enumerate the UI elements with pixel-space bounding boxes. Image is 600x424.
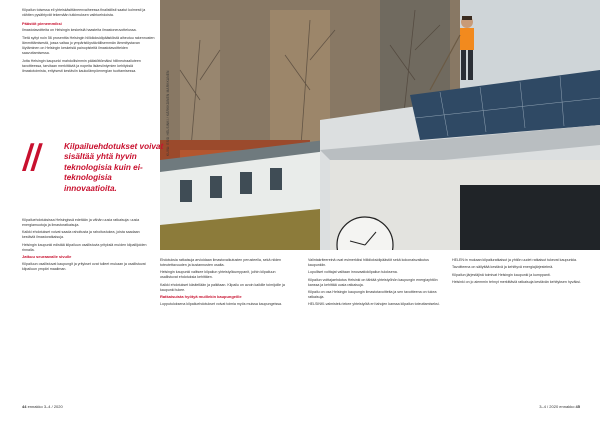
- section-heading: Päästöt pienemmiksi: [22, 21, 62, 26]
- issue-right: 3–4 / 2020: [539, 404, 559, 409]
- body-paragraph: Helsingin kaupunki edistää kilpailuun osallistuvia yrityksiä muiden kilpailijoiden rinnalla.: [22, 242, 147, 252]
- magazine-name-right: ennakko: [559, 404, 575, 409]
- article-column-1: [22, 218, 152, 275]
- body-paragraph: Valintakriteereinä ovat esimerkiksi hiilidioksidipäästöt sekä kokonaisvaikutus kaupunkiin.: [308, 258, 429, 267]
- photo-credit: KUVA: ESSI HELSINKI / KÄRKKÄINEN MARKKANEN: [166, 70, 170, 156]
- body-paragraph: Kilpailuun osallistuvat kaupungit ja yritykset ovat tulleet mukaan ja osallistuvat kilpailuun ympäri maailman.: [22, 262, 146, 272]
- article-column-2: [160, 258, 290, 310]
- intro-column: [22, 8, 156, 77]
- pull-quote-text: Kilpailuehdotukset voivat sisältää yhtä hyvin teknologisia kuin ei-teknologisia innovaatioita.: [64, 142, 164, 193]
- body-paragraph: Helsinki on jo aiemmin tehnyt merkittäviä ratkaisuja kestävän kehityksen hyväksi.: [452, 280, 581, 285]
- issue-left: 3–4 / 2020: [43, 404, 63, 409]
- body-paragraph: Lopputuloksena kilpailuehdotukset voivat toimia myös muissa kaupungeissa.: [160, 302, 283, 307]
- body-paragraph: HELSINKI-valmistelu tekee yhteistyötä eri tahojen kanssa kilpailun toteuttamiseksi.: [308, 302, 440, 307]
- body-paragraph: Kaikki ehdotukset käsitellään ja palkitaan. Kilpailu on avoin kaikille toimijoille ja kaupunki tukee.: [160, 282, 285, 292]
- footer-left: [22, 404, 63, 409]
- rooftop-solar-photo: [160, 0, 600, 250]
- quote-mark: //: [22, 137, 39, 177]
- body-paragraph: Kilpailun järjestäjinä toimivat Helsingin kaupunki ja kumppanit.: [452, 272, 551, 277]
- body-paragraph: Kilpailuehdotuksissa Helsingissä edetään ja vähän uusia ratkaisuja: uusia energiamuotoja ja ilmastoratkaisuja.: [22, 218, 140, 227]
- article-column-3: [308, 258, 442, 310]
- article-column-4: [452, 258, 582, 288]
- photo-illustration: [160, 0, 600, 250]
- body-paragraph: Jotta Helsingin kaupunki mahdollisimmin päästöttömäksi hiilineutraaliuteen tavoitteessa, tarvitaan merkittäviä ja nopeita lisäesiintymien kehityksiä ilmastotoimista, erityisesti kestäviin kaukolämpöenergian tuottamisessa.: [22, 59, 141, 73]
- page-number-right: 45: [575, 404, 580, 409]
- body-paragraph: Tietä syityt noin 56 prosenttia Helsingin hiilidioksidipäästöistä aiheutuu rakennusten lämmittämisestä, jossa valtaa jo ympäristöystävällisemmän lämmitystavan löytäminen on Helsingin keskeisiä painopisteitä ilmastotavoitteiden saavuttamisessa.: [22, 36, 155, 55]
- section-heading: Ratkaisuista hyötyä muillekin kaupungeille: [160, 294, 242, 300]
- body-paragraph: Helsingin kaupunki valitsee kilpailun yhteistyökumppanit, joihin kilpailuun osallistuvat ehdotuksia kehittäen.: [160, 270, 276, 280]
- page-number-left: 44: [22, 404, 27, 409]
- intro-paragraph: Kilpailun toisessa eli yhteiskäsittäneenvaiheessa finalistilisti saatut kolmesti ja vähiten pysähtyvät tekemään tutkimuksen vaihtoehdoista.: [22, 8, 146, 17]
- body-paragraph: Ehdotuksia ratkaisuja arvioidaan ilmastovaikutusten perusteella, sekä niiden toteutettavuuden ja kustannusten osalta.: [160, 258, 282, 267]
- body-paragraph: Tavoitteena on säilyttää kestävä ja kehittyvä energiajärjestelmä.: [452, 265, 554, 270]
- section-heading: Jatkuu seuraavalle sivulle: [22, 254, 72, 260]
- body-paragraph: Ilmastotavoitteita on Helsingin keskeisiä haasteita ilmastoneuvottelussa.: [22, 28, 137, 32]
- footer-right: [539, 404, 580, 409]
- body-paragraph: Lopulliset voittajat valitaan innovaatiokilpailun tuloksena.: [308, 270, 398, 275]
- body-paragraph: Kilpailu on osa Helsingin kaupungin ilmastotavoitteita ja sen tavoitteena on tukea ratkaisuja.: [308, 290, 437, 299]
- body-paragraph: Kilpailun voittajaehdotus Helsinki on tähtää yhteistyöhön kaupungin energiayhtiön kanssa ja kehittää uusia ratkaisuja.: [308, 277, 438, 287]
- magazine-name-left: ennakko: [27, 404, 43, 409]
- body-paragraph: Kaikki ehdotukset voivat saada rahoitusta ja rahoitustukea, joista saadaan kestäviä ilmastoratkaisuja.: [22, 230, 140, 240]
- body-paragraph: HELEN:in mukaan kilpailuratkaisut ja yhtiön uudet ratkaisut tukevat kaupunkia.: [452, 258, 578, 262]
